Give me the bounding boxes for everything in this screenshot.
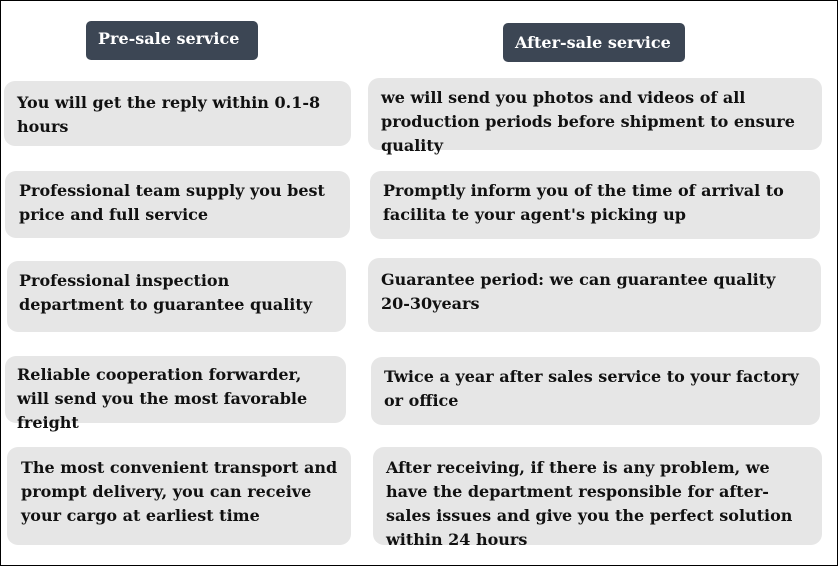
pre-sale-header — [86, 21, 258, 60]
pre-sale-item — [7, 261, 346, 332]
pre-sale-item — [7, 447, 351, 545]
after-sale-item — [371, 357, 820, 425]
pre-sale-item-text: The most convenient transport and prompt delivery, you can receive your cargo at earliest time — [21, 458, 338, 525]
pre-sale-item — [5, 356, 346, 432]
pre-sale-header-label: Pre-sale service — [98, 29, 240, 48]
after-sale-item-text: After receiving, if there is any problem, we have the department responsible for after- sales issues and give you the perfect solution within 24 hours — [386, 458, 793, 549]
pre-sale-item-text: Professional inspection department to guarantee quality — [19, 271, 313, 314]
after-sale-item-text: Guarantee period: we can guarantee quality 20-30years — [381, 270, 776, 313]
after-sale-item — [368, 78, 822, 155]
after-sale-item-text: Twice a year after sales service to your factory or office — [384, 367, 799, 410]
after-sale-header — [503, 23, 685, 62]
after-sale-item — [373, 447, 822, 549]
after-sale-item-text: we will send you photos and videos of all production periods before shipment to ensure quality — [381, 88, 795, 155]
after-sale-header-label: After-sale service — [515, 33, 671, 52]
after-sale-item — [370, 171, 820, 239]
pre-sale-item — [4, 81, 351, 146]
pre-sale-item-text: You will get the reply within 0.1-8 hours — [17, 93, 321, 136]
pre-sale-item-text: Professional team supply you best price and full service — [19, 181, 325, 224]
after-sale-item — [368, 258, 821, 332]
pre-sale-item-text: Reliable cooperation forwarder, will send you the most favorable freight — [17, 365, 308, 432]
pre-sale-item — [5, 171, 350, 238]
after-sale-item-text: Promptly inform you of the time of arrival to facilita te your agent's picking up — [383, 181, 784, 224]
